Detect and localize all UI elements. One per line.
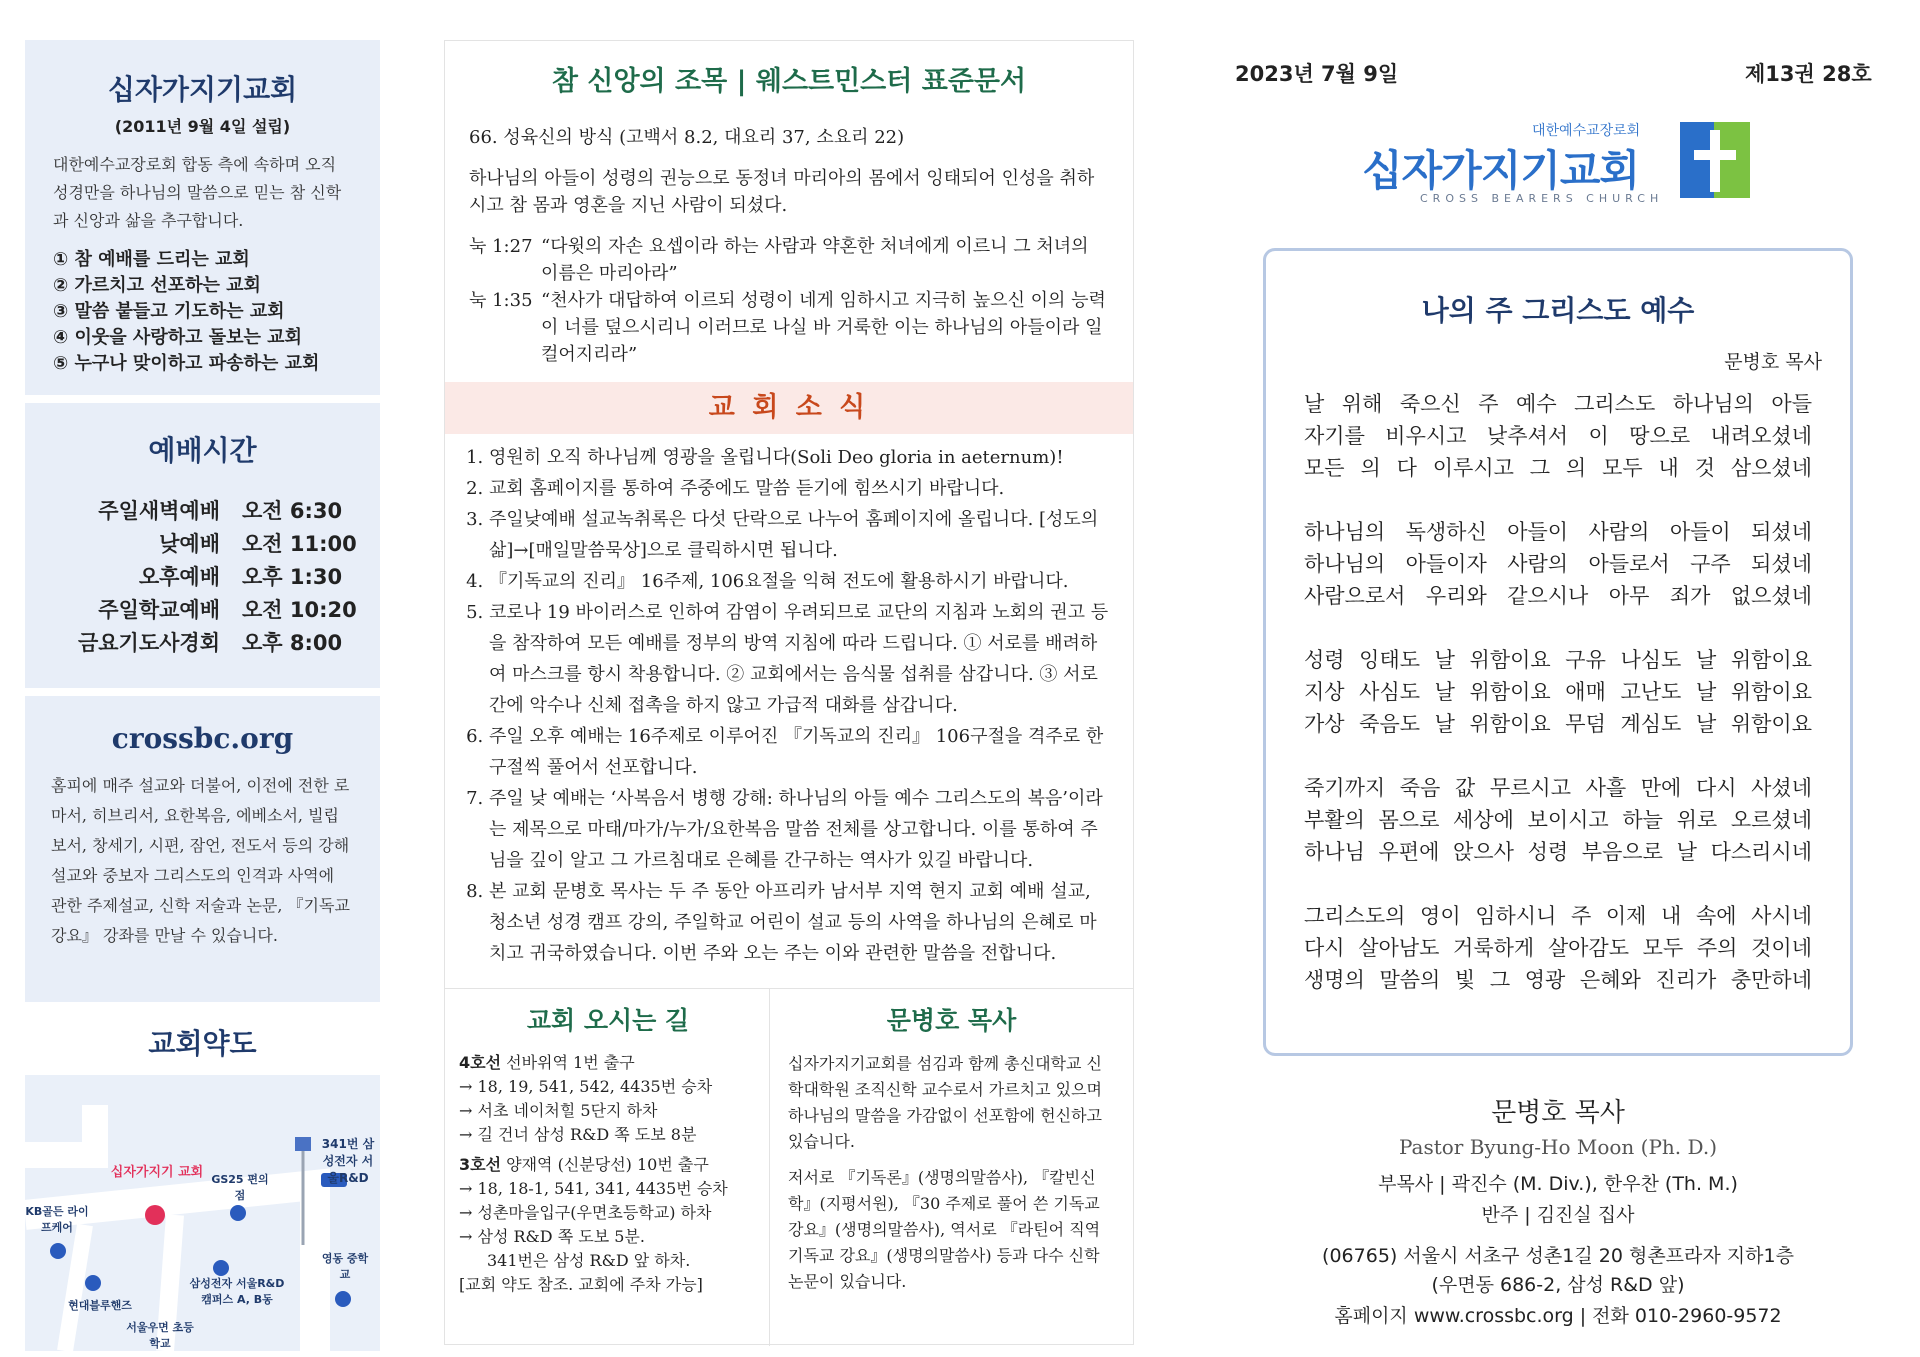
direction-line: → 삼성 R&D 쪽 도보 5분. <box>459 1227 645 1246</box>
worship-row: 주일학교예배 오전 10:20 <box>98 598 357 622</box>
hymn-line: 가상 죽음도 날 위함이요 무덤 계심도 날 위함이요 <box>1304 712 1812 736</box>
creed-heading: 66. 성육신의 방식 (고백서 8.2, 대요리 37, 소요리 22) <box>469 127 905 148</box>
pastor-name: 문병호 목사 <box>1491 1098 1625 1128</box>
hyundai-marker <box>85 1275 101 1291</box>
hymn-title: 나의 주 그리스도 예수 <box>1421 294 1695 327</box>
church-map <box>25 1075 380 1351</box>
verse-text: “천사가 대답하여 이르되 성령이 네게 임하시고 지극히 높으신 이의 능력이 너를 덮으시리니 이러므로 나실 바 거룩한 이는 하나님의 아들이라 일컬어지리라” <box>541 290 1106 365</box>
hymn-stanza <box>1304 772 1812 868</box>
hyundai-label: 현대블루핸즈 <box>68 1299 132 1312</box>
logo-en: CROSS BEARERS CHURCH <box>1420 192 1664 205</box>
news-item: 5. 코로나 19 바이러스로 인하여 감염이 우려되므로 교단의 지침과 노회의 권고 등을 참작하여 모든 예배를 정부의 방역 지침에 따라 드립니다. ① 서로를 배려하여 마스크를 항시 착용합니다. ② 교회에서는 음식물 섭취를 삼갑니다. ③ 서로 간에 악수나 신체 접촉을 하지 않고 가급적 대화를 삼갑니다. <box>489 597 1113 721</box>
hymn-line: 하나님의 아들이자 사람의 아들로서 구주 되셨네 <box>1304 552 1812 576</box>
hymn-line: 지상 사심도 날 위함이요 애매 고난도 날 위함이요 <box>1304 680 1812 704</box>
news-item: 1. 영원히 오직 하나님께 영광을 올립니다(Soli Deo gloria in aeternum)! <box>489 442 1113 473</box>
middle-school-label: 영동 중학교 <box>321 1252 369 1281</box>
address-line1: (06765) 서울시 서초구 성촌1길 20 형촌프라자 지하1층 <box>1322 1245 1794 1267</box>
worship-title: 예배시간 <box>148 434 257 467</box>
news-item: 8. 본 교회 문병호 목사는 두 주 동안 아프리카 남서부 지역 현지 교회 예배 설교, 청소년 성경 캠프 강의, 주일학교 어린이 설교 등의 사역을 하나님의 은혜로 마치고 귀국하였습니다. 이번 주와 오는 주는 이와 관련한 말씀을 전합니다. <box>489 876 1113 969</box>
direction-line: [교회 약도 참조. 교회에 주차 가능] <box>459 1275 703 1294</box>
directions-title: 교회 오시는 길 <box>526 1006 690 1035</box>
hymn-line: 자기를 비우시고 낮추셔서 이 땅으로 내려오셨네 <box>1304 424 1812 448</box>
direction-line: → 길 건너 삼성 R&D 쪽 도보 8분 <box>459 1125 697 1144</box>
church-intro-panel <box>25 40 380 395</box>
logo-denomination: 대한예수교장로회 <box>1532 123 1641 139</box>
footer-info <box>1263 1092 1853 1328</box>
worship-row: 주일새벽예배 오전 6:30 <box>98 499 343 523</box>
middle-column <box>444 40 1134 1345</box>
pastor-books: 저서로 『기독론』(생명의말씀사), 『칼빈신학』(지평서원), 『30 주제로 풀어 쓴 기독교 강요』(생명의말씀사), 역서로 『라틴어 직역 기독교 강요』(생명의말씀사) 등과 다수 신학논문이 있습니다. <box>788 1168 1101 1291</box>
cross-logo-icon <box>1680 118 1752 200</box>
value-item: ① 참 예배를 드리는 교회 <box>53 249 250 270</box>
line3-label: 3호선 <box>459 1155 502 1174</box>
news-title: 교 회 소 식 <box>445 382 1133 434</box>
issue-volume: 제13권 28호 <box>1745 62 1872 86</box>
direction-line: → 18, 19, 541, 542, 4435번 승차 <box>459 1077 713 1096</box>
church-logo <box>1362 118 1752 218</box>
issue-date: 2023년 7월 9일 <box>1235 62 1399 86</box>
news-item: 2. 교회 홈페이지를 통하여 주중에도 말씀 듣기에 힘쓰시기 바랍니다. <box>489 473 1113 504</box>
verse-ref: 눅 1:27 <box>469 236 533 257</box>
directions-panel <box>445 989 770 1346</box>
news-item: 7. 주일 낮 예배는 ‘사복음서 병행 강해: 하나님의 아들 예수 그리스도의 복음’이라는 제목으로 마태/마가/누가/요한복음 말씀 전체를 상고합니다. 이를 통하여 주님을 깊이 알고 그 가르침대로 은혜를 간구하는 역사가 있길 바랍니다. <box>489 783 1113 876</box>
contact-line[interactable]: 홈페이지 www.crossbc.org | 전화 010-2960-9572 <box>1334 1305 1782 1327</box>
pastor-panel <box>770 989 1133 1346</box>
direction-line: → 18, 18-1, 541, 341, 4435번 승차 <box>459 1179 728 1198</box>
direction-line: 양재역 (신분당선) 10번 출구 <box>506 1155 709 1174</box>
accompanist: 반주 | 김진실 집사 <box>1481 1204 1635 1226</box>
worship-row: 낮예배 오전 11:00 <box>159 532 357 556</box>
kb-marker <box>50 1243 66 1259</box>
hymn-line: 사람으로서 우리와 같으시나 아무 죄가 없으셨네 <box>1304 584 1812 608</box>
worship-times-panel <box>25 403 380 688</box>
church-map-label: 십자가지기 교회 <box>110 1165 204 1180</box>
church-marker <box>145 1205 165 1225</box>
hymn-line: 부활의 몸으로 세상에 보이시고 하늘 위로 오르셨네 <box>1304 808 1812 832</box>
value-item: ④ 이웃을 사랑하고 돌보는 교회 <box>53 327 302 348</box>
samsung-label: 삼성전자 서울R&D캠퍼스 A, B동 <box>189 1277 285 1306</box>
logo-name: 십자가지기교회 <box>1362 146 1640 195</box>
direction-line: → 성촌마을입구(우면초등학교) 하차 <box>459 1203 712 1222</box>
hymn-stanza <box>1304 516 1812 612</box>
associate-pastors: 부목사 | 곽진수 (M. Div.), 한우찬 (Th. M.) <box>1378 1173 1738 1195</box>
kb-label: KB골든 라이프케어 <box>25 1205 89 1234</box>
hymn-line: 모든 의 다 이루시고 그 의 모두 내 것 삼으셨네 <box>1304 456 1812 480</box>
news-item: 3. 주일낮예배 설교녹취록은 다섯 단락으로 나누어 홈페이지에 올립니다. [성도의 삶]→[매일말씀묵상]으로 클릭하시면 됩니다. <box>489 504 1113 566</box>
church-name: 십자가지기교회 <box>107 73 298 106</box>
address-line2: (우면동 686-2, 삼성 R&D 앞) <box>1431 1274 1685 1296</box>
website-panel <box>25 696 380 1002</box>
news-item: 6. 주일 오후 예배는 16주제로 이루어진 『기독교의 진리』 106구절을 격주로 한 구절씩 풀어서 선포합니다. <box>489 721 1113 783</box>
samsung-marker <box>213 1260 229 1276</box>
value-item: ③ 말씀 붙들고 기도하는 교회 <box>53 301 285 322</box>
verses <box>469 233 1109 368</box>
founded-date: (2011년 9월 4일 설립) <box>114 117 291 136</box>
hymn-stanza <box>1304 388 1812 484</box>
hymn-line: 하나님 우편에 앉으사 성령 부음으로 날 다스리시네 <box>1304 840 1812 864</box>
pastor-en: Pastor Byung-Ho Moon (Ph. D.) <box>1398 1135 1718 1159</box>
worship-row: 금요기도사경회 오후 8:00 <box>77 631 343 655</box>
line4-label: 4호선 <box>459 1053 502 1072</box>
website-desc: 홈피에 매주 설교와 더불어, 이전에 전한 로마서, 히브리서, 요한복음, 에베소서, 빌립보서, 창세기, 시편, 잠언, 전도서 등의 강해설교와 중보자 그리스도의 인격과 사역에 관한 주제설교, 신학 저술과 논문, 『기독교 강요』 강좌를 만날 수 있습니다. <box>51 776 350 945</box>
map-title: 교회약도 <box>148 1027 257 1060</box>
hymn-line: 날 위해 죽으신 주 예수 그리스도 하나님의 아들 <box>1304 392 1812 416</box>
worship-row: 오후예배 오후 1:30 <box>138 565 343 589</box>
school-label: 서울우면 초등학교 <box>126 1321 194 1350</box>
gs25-marker <box>230 1205 246 1221</box>
hymn-line: 다시 살아남도 거룩하게 살아감도 모두 주의 것이네 <box>1304 936 1812 960</box>
values-list <box>53 247 352 377</box>
value-item: ⑤ 누구나 맞이하고 파송하는 교회 <box>53 353 320 374</box>
news-item: 4. 『기독교의 진리』 16주제, 106요절을 익혀 전도에 활용하시기 바랍니다. <box>489 566 1113 597</box>
church-intro: 대한예수교장로회 합동 측에 속하며 오직 성경만을 하나님의 말씀으로 믿는 참 신학과 신앙과 삶을 추구합니다. <box>53 155 342 230</box>
hymn-author: 문병호 목사 <box>1724 351 1822 373</box>
direction-line: 선바위역 1번 출구 <box>506 1053 635 1072</box>
website-link[interactable]: crossbc.org <box>111 722 294 755</box>
creed-body: 하나님의 아들이 성령의 권능으로 동정녀 마리아의 몸에서 잉태되어 인성을 취하시고 참 몸과 영혼을 지닌 사람이 되셨다. <box>469 168 1095 216</box>
hymn-line: 성령 잉태도 날 위함이요 구유 나심도 날 위함이요 <box>1304 648 1812 672</box>
pastor-bio: 십자가지기교회를 섬김과 함께 총신대학교 신학대학원 조직신학 교수로서 가르치고 있으며 하나님의 말씀을 가감없이 선포함에 헌신하고 있습니다. <box>788 1054 1103 1151</box>
bus-stop-label: 341번 삼성전자 서울R&D <box>321 1137 375 1185</box>
middle-school-marker <box>335 1291 351 1307</box>
hymn-line: 그리스도의 영이 임하시니 주 이제 내 속에 사시네 <box>1304 904 1812 928</box>
hymn-stanza <box>1304 644 1812 740</box>
hymn-box <box>1263 248 1853 1056</box>
hymn-line: 하나님의 독생하신 아들이 사람의 아들이 되셨네 <box>1304 520 1812 544</box>
verse-ref: 눅 1:35 <box>469 290 533 311</box>
direction-line: 341번은 삼성 R&D 앞 하차. <box>487 1251 691 1270</box>
hymn-line: 생명의 말씀의 빛 그 영광 은혜와 진리가 충만하네 <box>1304 968 1812 992</box>
verse-text: “다윗의 자손 요셉이라 하는 사람과 약혼한 처녀에게 이르니 그 처녀의 이름은 마리아라” <box>541 236 1089 284</box>
creed-title: 참 신앙의 조목 | 웨스트민스터 표준문서 <box>551 66 1027 97</box>
direction-line: → 서초 네이처힐 5단지 하차 <box>459 1101 658 1120</box>
hymn-stanza <box>1304 900 1812 996</box>
news-list <box>445 442 1113 969</box>
hymn-line: 죽기까지 죽음 값 무르시고 사흘 만에 다시 사셨네 <box>1304 776 1812 800</box>
gs25-label: GS25 편의점 <box>211 1173 269 1202</box>
bottom-info <box>445 988 1133 1346</box>
hymn-lyrics <box>1266 388 1850 996</box>
value-item: ② 가르치고 선포하는 교회 <box>53 275 261 296</box>
pastor-title: 문병호 목사 <box>886 1006 1017 1035</box>
